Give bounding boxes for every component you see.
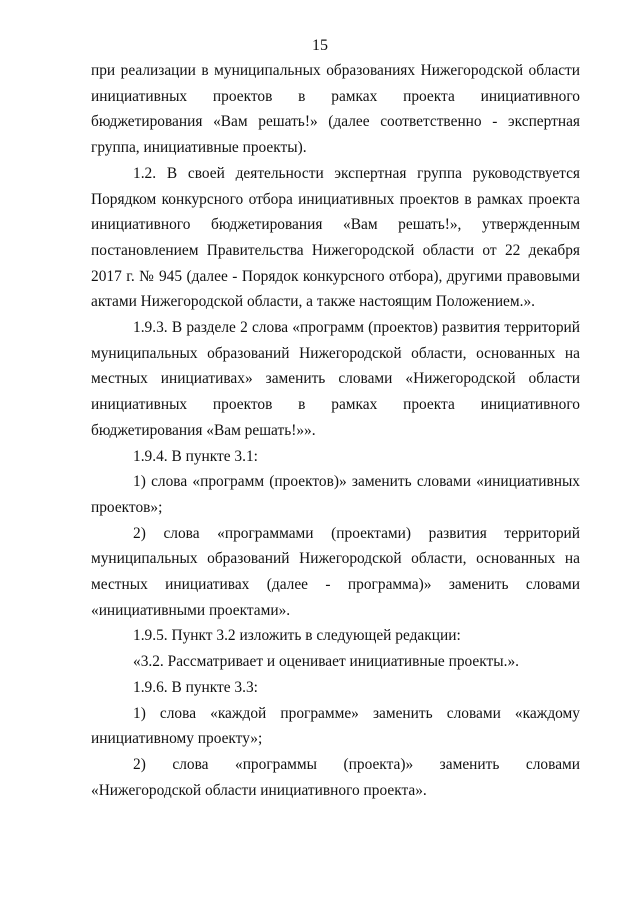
paragraph-1-9-6-item-1: 1) слова «каждой программе» заменить словами «каждому инициативному проекту»; — [91, 704, 580, 748]
paragraph-continuation: при реализации в муниципальных образованиях Нижегородской области инициативных проектов в рамках проекта инициативного бюджетирования «Вам решать!» (далее соответственно - экспертная группа, инициативные проекты). — [91, 62, 580, 157]
paragraph-1-2: 1.2. В своей деятельности экспертная группа руководствуется Порядком конкурсного отбора инициативных проектов в рамках проекта инициативного бюджетирования «Вам решать!», утвержденным постановлением Правительства Нижегородской области от 22 декабря 2017 г. № 945 (далее - Порядок конкурсного отбора), другими правовыми актами Нижегородской области, а также настоящим Положением.». — [91, 164, 580, 311]
paragraph-1-9-4-item-2: 2) слова «программами (проектами) развития территорий муниципальных образований Нижегородской области, основанных на местных инициативах (далее - программа)» заменить словами «инициативными проектами». — [91, 524, 580, 619]
paragraph-1-9-4-item-1: 1) слова «программ (проектов)» заменить словами «инициативных проектов»; — [91, 473, 580, 516]
page-number: 15 — [312, 37, 328, 54]
paragraph-1-9-6: 1.9.6. В пункте 3.3: — [133, 678, 258, 696]
paragraph-1-9-3: 1.9.3. В разделе 2 слова «программ (проектов) развития территорий муниципальных образований Нижегородской области, основанных на местных инициативах» заменить словами «Нижегородской области инициативных проектов в рамках проекта инициативного бюджетирования «Вам решать!»». — [91, 319, 580, 439]
paragraph-3-2-quote: «3.2. Рассматривает и оценивает инициативные проекты.». — [133, 653, 519, 671]
document-body — [91, 58, 580, 803]
paragraph-1-9-5: 1.9.5. Пункт 3.2 изложить в следующей редакции: — [133, 627, 461, 645]
paragraph-1-9-4: 1.9.4. В пункте 3.1: — [133, 447, 258, 465]
paragraph-1-9-6-item-2: 2) слова «программы (проекта)» заменить словами «Нижегородской области инициативного проекта». — [91, 755, 580, 799]
